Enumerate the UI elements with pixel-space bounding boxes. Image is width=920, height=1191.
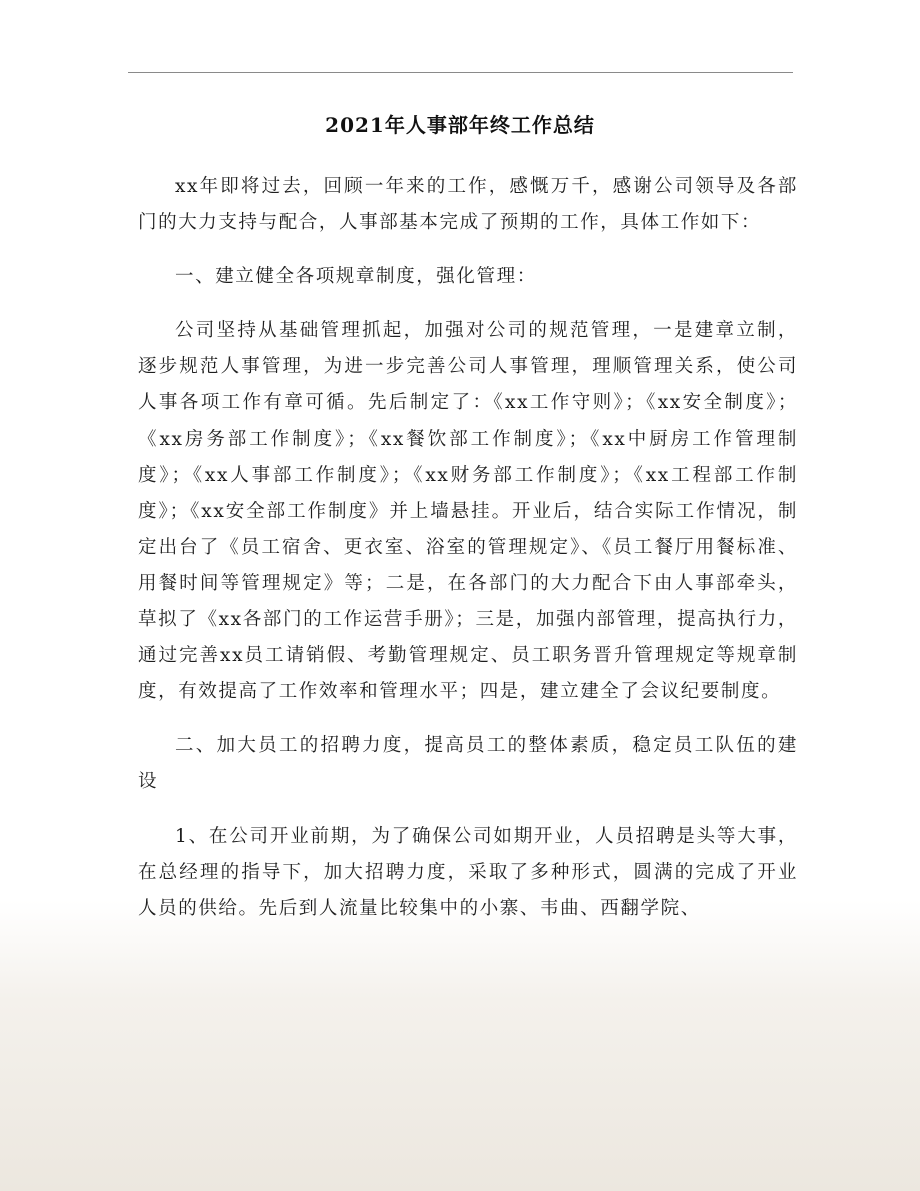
document-body xyxy=(138,169,798,927)
paragraph-section-2-item-1: 1、在公司开业前期，为了确保公司如期开业，人员招聘是头等大事，在总经理的指导下，加大招聘力度，采取了多种形式，圆满的完成了开业人员的供给。先后到人流量比较集中的小寨、韦曲、西翻学院、 xyxy=(138,825,798,919)
paragraph-intro: xx年即将过去，回顾一年来的工作，感慨万千，感谢公司领导及各部门的大力支持与配合，人事部基本完成了预期的工作，具体工作如下： xyxy=(138,176,798,234)
header-rule xyxy=(128,72,793,73)
document-title: 2021年人事部年终工作总结 xyxy=(325,113,595,137)
section-heading-1: 一、建立健全各项规章制度，强化管理： xyxy=(175,266,537,288)
paragraph-section-1: 公司坚持从基础管理抓起，加强对公司的规范管理，一是建章立制，逐步规范人事管理，为进一步完善公司人事管理，理顺管理关系，使公司人事各项工作有章可循。先后制定了：《xx工作守则》；《xx安全制度》；《xx房务部工作制度》；《xx餐饮部工作制度》；《xx中厨房工作管理制度》；《xx人事部工作制度》；《xx财务部工作制度》；《xx工程部工作制度》；《xx安全部工作制度》并上墙悬挂。开业后，结合实际工作情况，制定出台了《员工宿舍、更衣室、浴室的管理规定》、《员工餐厅用餐标准、用餐时间等管理规定》等；二是，在各部门的大力配合下由人事部牵头，草拟了《xx各部门的工作运营手册》；三是，加强内部管理，提高执行力，通过完善xx员工请销假、考勤管理规定、员工职务晋升管理规定等规章制度，有效提高了工作效率和管理水平；四是，建立建全了会议纪要制度。 xyxy=(138,320,798,703)
section-heading-2: 二、加大员工的招聘力度，提高员工的整体素质，稳定员工队伍的建设 xyxy=(138,735,798,793)
